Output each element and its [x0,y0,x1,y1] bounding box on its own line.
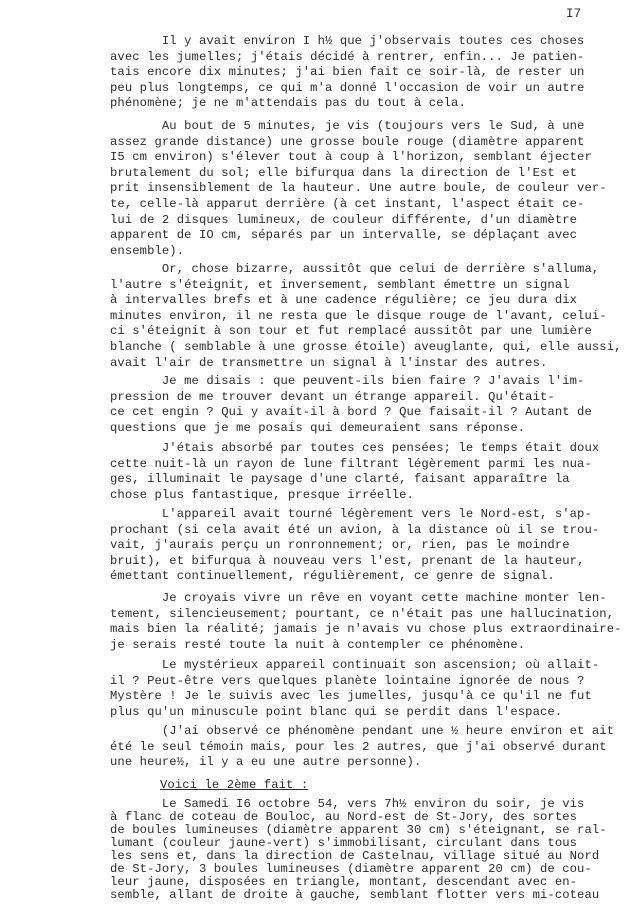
text-line: prochant (si cela avait été un avion, à la distance où il se trou- [110,522,600,537]
text-line: brutalement du sol; elle bifurqua dans la direction de l'Est et [110,165,578,180]
text-line: assez grande distance) une grosse boule rouge (diamètre apparent [110,134,585,149]
text-line: l'autre s'éteignit, et inversement, semblant émettre un signal [110,277,570,292]
text-line: pression de me trouver devant un étrange appareil. Qu'était- [110,389,555,404]
text-line: cette nuit-là un rayon de lune filtrant légèrement parmi les nua- [110,456,592,471]
text-line: à flanc de coteau de Bouloc, au Nord-est de St-Jory, des sortes [110,810,578,824]
text-line: bruit), et bifurqua à nouveau vers l'est, prenant de la hauteur, [110,553,585,568]
page-number: I7 [566,7,582,21]
text-line: peu plus longtemps, ce qui m'a donné l'occasion de voir un autre [110,80,585,95]
paragraph-2 [110,119,630,259]
text-line: une heure½, il y a eu une autre personne). [110,755,422,770]
text-line: leur jaune, disposées en triangle, montant, descendant avec en- [110,875,578,889]
text-line: plus qu'un minuscule point blanc qui se perdit dans l'espace. [110,704,563,719]
text-line: Au bout de 5 minutes, je vis (toujours vers le Sud, à une [110,119,585,133]
text-line: prit insensiblement de la hauteur. Une autre boule, de couleur ver- [110,181,607,196]
text-line: te, celle-là apparut derrière (à cet instant, l'aspect était ce- [110,196,585,211]
text-line: été le seul témoin mais, pour les 2 autres, que j'ai observé durant [110,739,607,754]
paragraph-8 [110,658,630,720]
text-line: minutes environ, il ne resta que le disque rouge de l'avant, celui- [110,308,607,323]
text-line: blanche ( semblable à une grosse étoile) aveuglante, qui, elle aussi, [110,339,622,354]
paragraph-7 [110,591,630,653]
text-line: Or, chose bizarre, aussitôt que celui de derrière s'alluma, [110,262,600,276]
text-line: de St-Jory, 3 boules lumineuses (diamètre apparent 20 cm) de cou- [110,862,592,876]
text-line: je serais resté toute la nuit à contempler ce phénomène. [110,637,526,652]
text-line: L'appareil avait tourné légèrement vers le Nord-est, s'ap- [110,507,592,521]
paragraph-5 [110,441,630,503]
text-line: de boules lumineuses (diamètre apparent 30 cm) s'éteignant, se ral- [110,823,607,837]
section-heading: Voici le 2ème fait : [160,778,309,792]
text-line: avait l'air de transmettre un signal à l'instar des autres. [110,355,548,370]
text-line: ensemble). [110,243,185,258]
text-line: émettant continuellement, régulièrement, ce genre de signal. [110,569,555,584]
text-line: ci s'éteignit à son tour et fut remplacé aussitôt par une lumière [110,324,592,339]
text-line: lui de 2 disques lumineux, de couleur différente, d'un diamètre [110,212,578,227]
text-line: ce cet engin ? Qui y avait-il à bord ? Que faisait-il ? Autant de [110,405,592,420]
text-line: semble, allant de droite à gauche, semblant flotter vers mi-coteau [110,888,600,902]
text-line: apparent de IO cm, séparés par un intervalle, se déplaçant avec [110,228,578,243]
text-line: Le Samedi I6 octobre 54, vers 7h½ environ du soir, je vis [110,798,585,811]
text-line: ges, illuminait le paysage d'une clarté, faisant apparaître la [110,472,570,487]
text-line: Il y avait environ I h½ que j'observais toutes ces choses [110,34,585,48]
text-line: tement, silencieusement; pourtant, ce n'était pas une hallucination, [110,606,615,621]
text-line: (J'ai observé ce phénomène pendant une ½ heure environ et ait [110,724,615,738]
text-line: les sens et, dans la direction de Castelnau, village situé au Nord [110,849,600,863]
text-line: questions que je me posais qui demeuraient sans réponse. [110,420,526,435]
text-line: à intervalles brefs et à une cadence régulière; ce jeu dura dix [110,293,578,308]
text-line: chose plus fantastique, presque irréelle. [110,487,414,502]
paragraph-3 [110,262,630,371]
text-line: lumant (couleur jaune-vert) s'immobilisant, circulant dans tous [110,836,578,850]
text-line: il ? Peut-être vers quelques planète lointaine ignorée de nous ? [110,673,585,688]
text-line: J'étais absorbé par toutes ces pensées; le temps était doux [110,441,600,455]
paragraph-9 [110,724,630,771]
text-line: Je croyais vivre un rêve en voyant cette machine monter len- [110,591,607,605]
text-line: vait, j'aurais perçu un ronronnement; or, rien, pas le moindre [110,538,570,553]
paragraph-4 [110,374,630,436]
paragraph-1 [110,34,630,112]
text-line: phénomène; je ne m'attendais pas du tout à cela. [110,96,466,111]
text-line: mais bien la réalité; jamais je n'avais vu chose plus extraordinaire- [110,622,622,637]
text-line: I5 cm environ) s'élever tout à coup à l'horizon, semblant éjecter [110,150,592,165]
paragraph-final [110,798,630,902]
text-line: tais encore dix minutes; j'ai bien fait ce soir-là, de rester un [110,65,585,80]
text-line: Le mystérieux appareil continuait son ascension; où allait- [110,658,600,672]
text-line: Mystère ! Je le suivis avec les jumelles, jusqu'à ce qu'il ne fut [110,689,592,704]
text-line: Je me disais : que peuvent-ils bien faire ? J'avais l'im- [110,374,585,388]
text-line: avec les jumelles; j'étais décidé à rentrer, enfin... Je patien- [110,49,585,64]
paragraph-6 [110,507,630,585]
